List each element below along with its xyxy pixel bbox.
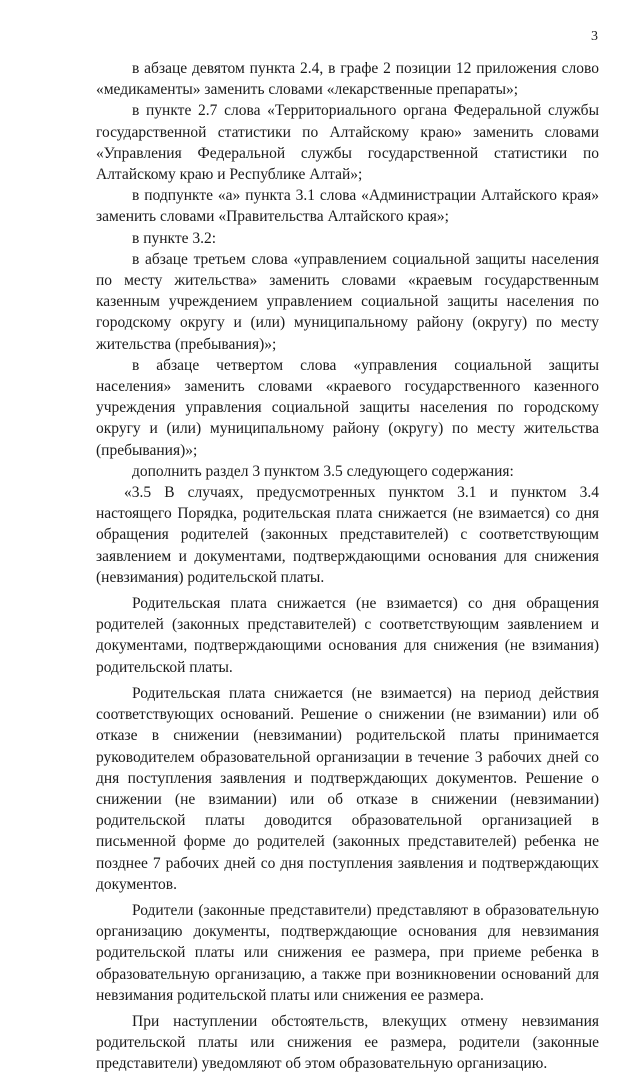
paragraph-fee-reduction-period: Родительская плата снижается (не взимается) на период действия соответствующих оснований. Решение о снижении (не взимании) или об отказе в снижении (невзимании) родительской платы принимается руководителем образовательной организации в течение 3 рабочих дней со дня поступления заявления и подтверждающих документов. Решение о снижении (не взимании) или об отказе в снижении (невзимании) родительской платы доводится образовательной организацией в письменной форме до родителей (законных представителей) ребенка не позднее 7 рабочих дней со дня поступления заявления и подтверждающих документов.: [96, 684, 599, 893]
page-number: 3: [591, 29, 598, 44]
paragraph-parents-documents: Родители (законные представители) представляют в образовательную организацию документы, подтверждающие основания для невзимания родительской платы или снижения ее размера, при приеме ребенка в образовательную организацию, а также при возникновении оснований для невзимания родительской платы или снижения ее размера.: [96, 901, 599, 1004]
paragraph-3-1-amendment: в подпункте «а» пункта 3.1 слова «Администрации Алтайского края» заменить словами «Правительства Алтайского края»;: [96, 187, 599, 226]
paragraph-3-2-heading: в пункте 3.2:: [132, 229, 217, 247]
paragraph-2-4-amendment: в абзаце девятом пункта 2.4, в графе 2 позиции 12 приложения слово «медикаменты» заменить словами «лекарственные препараты»;: [96, 60, 599, 99]
paragraph-add-3-5: дополнить раздел 3 пунктом 3.5 следующего содержания:: [132, 462, 514, 480]
document-body: [96, 58, 599, 1075]
paragraph-3-5-text: «3.5 В случаях, предусмотренных пунктом 3.1 и пунктом 3.4 настоящего Порядка, родительская плата снижается (не взимается) со дня обращения родителей (законных представителей) с соответствующим заявлением и документами, подтверждающими основания для снижения (невзимания) родительской платы.: [96, 484, 599, 586]
paragraph-3-2-third-abzac: в абзаце третьем слова «управлением социальной защиты населения по месту жительства» заменить словами «краевым государственным казенным учреждением управлением социальной защиты населения по городскому округу и (или) муниципальному району (округу) по месту жительства (пребывания)»;: [96, 250, 599, 353]
paragraph-parents-notify: При наступлении обстоятельств, влекущих отмену невзимания родительской платы или снижения ее размера, родители (законные представители) уведомляют об этом образовательную организацию.: [96, 1012, 599, 1073]
paragraph-fee-reduction-date: Родительская плата снижается (не взимается) со дня обращения родителей (законных представителей) с соответствующим заявлением и документами, подтверждающими основания для снижения (не взимания) родительской платы.: [96, 595, 599, 676]
paragraph-3-2-fourth-abzac: в абзаце четвертом слова «управления социальной защиты населения» заменить словами «краевого государственного казенного учреждения управления социальной защиты населения по городскому округу и (или) муниципальному району (округу) по месту жительства (пребывания)»;: [96, 356, 599, 459]
paragraph-2-7-amendment: в пункте 2.7 слова «Территориального органа Федеральной службы государственной статистики по Алтайскому краю» заменить словами «Управления Федеральной службы государственной статистики по Алтайскому краю и Республике Алтай»;: [96, 102, 599, 184]
